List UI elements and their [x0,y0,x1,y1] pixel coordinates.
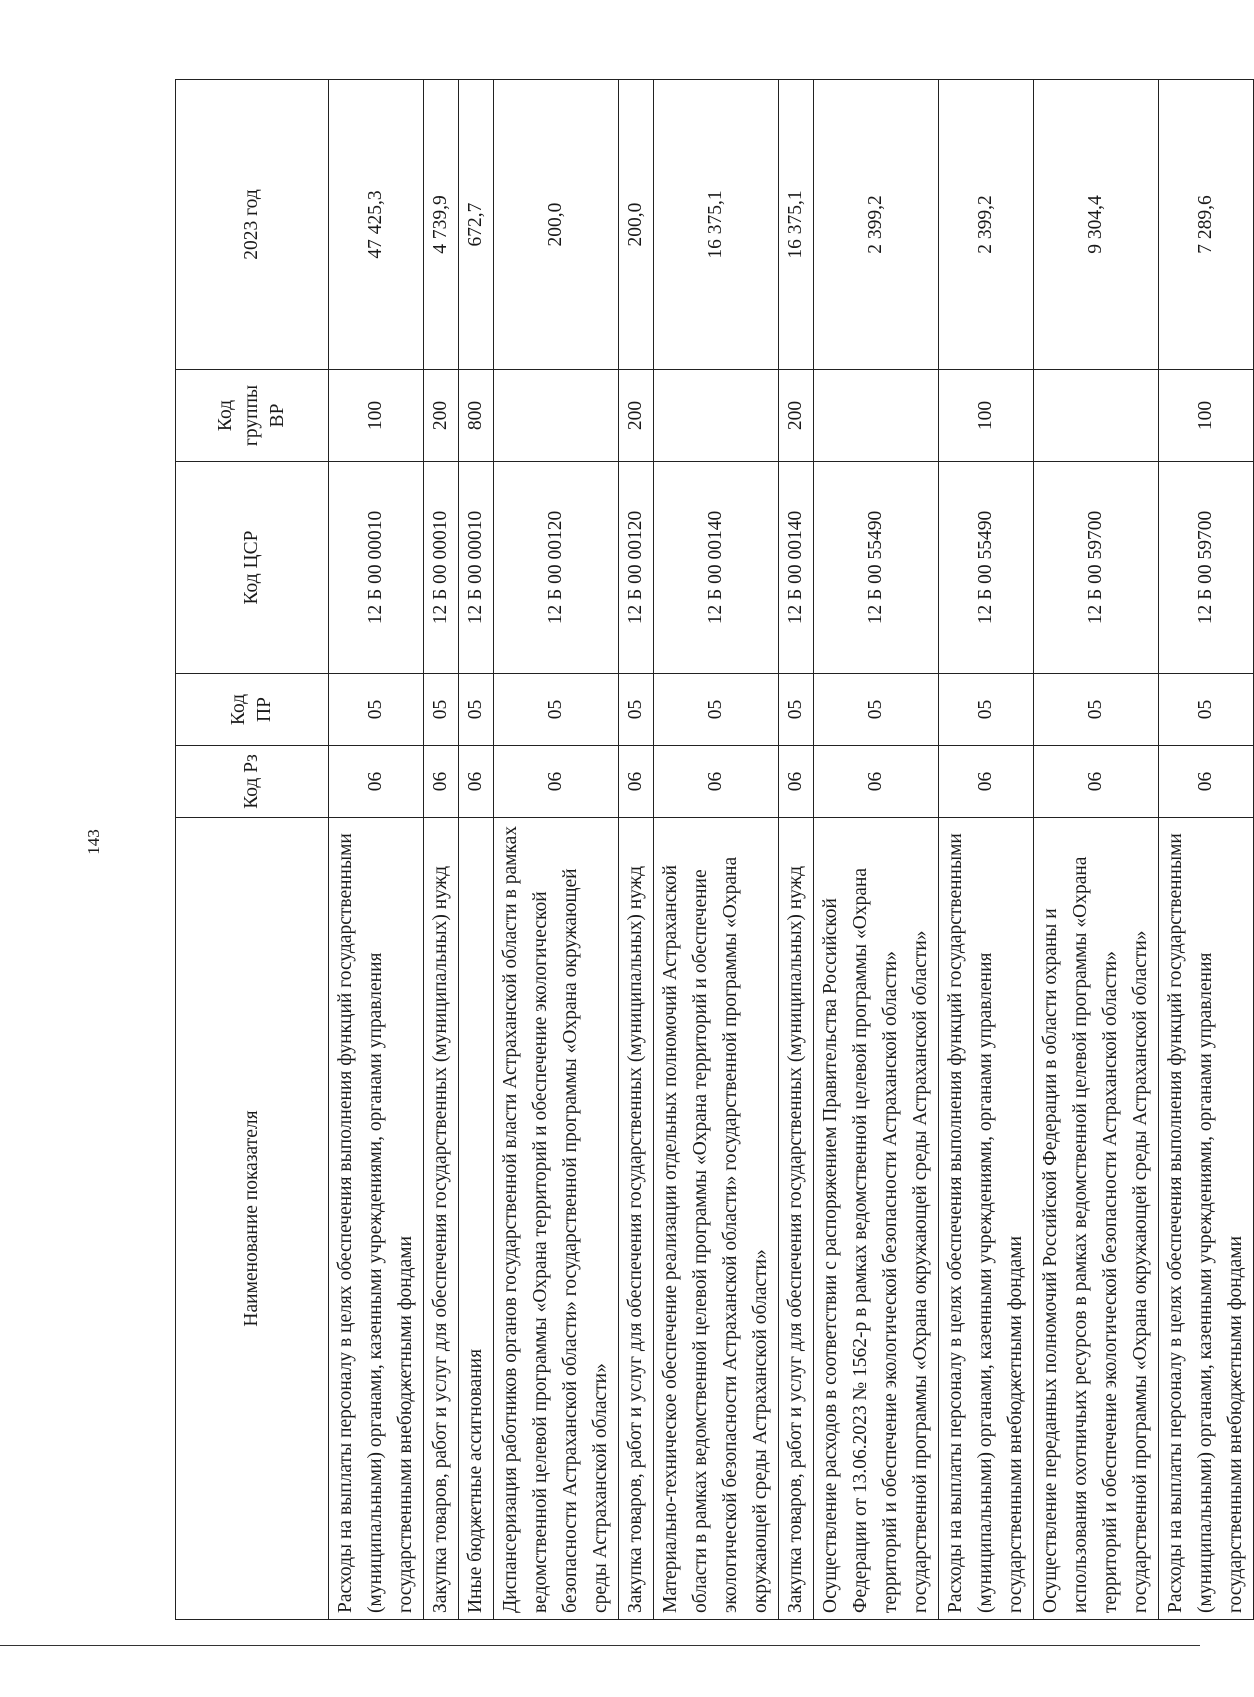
table-row [424,80,459,1620]
table-row [814,80,939,1620]
table-row [1159,80,1254,1620]
row-name: Осуществление переданных полномочий Российской Федерации в области охраны и использования охотничьих ресурсов в рамках ведомственной целевой программы «Охрана территорий и обеспечение экологической безопасности Астраханской области» государственной программы «Охрана окружающей среды Астраханской области» [1034,818,1159,1620]
row-rz: 06 [654,746,779,818]
row-csr: 12 Б 00 00010 [459,462,494,674]
header-pr: Код ПР [176,674,329,746]
table-row [779,80,814,1620]
row-name: Закупка товаров, работ и услуг для обеспечения государственных (муниципальных) нужд [779,818,814,1620]
row-csr: 12 Б 00 59700 [1159,462,1254,674]
row-pr: 05 [1034,674,1159,746]
row-vr [654,370,779,462]
row-csr: 12 Б 00 55490 [939,462,1034,674]
row-rz: 06 [779,746,814,818]
row-name: Расходы на выплаты персоналу в целях обеспечения выполнения функций государственными (муниципальными) органами, казенными учреждениями, органами управления государственными внебюджетными фондами [1159,818,1254,1620]
table-row [1034,80,1159,1620]
row-rz: 06 [459,746,494,818]
row-pr: 05 [779,674,814,746]
row-vr [814,370,939,462]
row-rz: 06 [814,746,939,818]
row-rz: 06 [939,746,1034,818]
header-csr: Код ЦСР [176,462,329,674]
row-vr: 100 [939,370,1034,462]
row-rz: 06 [1159,746,1254,818]
row-name: Осуществление расходов в соответствии с распоряжением Правительства Российской Федерации от 13.06.2023 № 1562-р в рамках ведомственной целевой программы «Охрана территорий и обеспечение экологической безопасности Астраханской области» государственной программы «Охрана окружающей среды Астраханской области» [814,818,939,1620]
row-amount: 7 289,6 [1159,80,1254,370]
row-csr: 12 Б 00 00140 [779,462,814,674]
table-row [939,80,1034,1620]
rotated-page-content [175,80,1246,1620]
row-vr: 100 [1159,370,1254,462]
row-amount: 672,7 [459,80,494,370]
row-pr: 05 [424,674,459,746]
table-row [459,80,494,1620]
row-rz: 06 [619,746,654,818]
row-pr: 05 [494,674,619,746]
row-name: Закупка товаров, работ и услуг для обеспечения государственных (муниципальных) нужд [619,818,654,1620]
row-amount: 200,0 [494,80,619,370]
row-rz: 06 [424,746,459,818]
row-csr: 12 Б 00 00140 [654,462,779,674]
table-row [619,80,654,1620]
row-name: Расходы на выплаты персоналу в целях обеспечения выполнения функций государственными (муниципальными) органами, казенными учреждениями, органами управления государственными внебюджетными фондами [329,818,424,1620]
row-amount: 2 399,2 [939,80,1034,370]
bottom-rule [0,1645,1200,1646]
row-amount: 200,0 [619,80,654,370]
page-number: 143 [84,829,103,855]
header-year: 2023 год [176,80,329,370]
row-amount: 2 399,2 [814,80,939,370]
table-header-row [176,80,329,1620]
row-csr: 12 Б 00 59700 [1034,462,1159,674]
row-csr: 12 Б 00 00120 [619,462,654,674]
row-pr: 05 [459,674,494,746]
row-rz: 06 [1034,746,1159,818]
row-pr: 05 [619,674,654,746]
row-name: Закупка товаров, работ и услуг для обеспечения государственных (муниципальных) нужд [424,818,459,1620]
row-vr: 100 [329,370,424,462]
budget-table [175,79,1254,1620]
row-name: Расходы на выплаты персоналу в целях обеспечения выполнения функций государственными (муниципальными) органами, казенными учреждениями, органами управления государственными внебюджетными фондами [939,818,1034,1620]
row-csr: 12 Б 00 00010 [329,462,424,674]
table-row [494,80,619,1620]
row-amount: 47 425,3 [329,80,424,370]
row-rz: 06 [494,746,619,818]
row-vr: 200 [619,370,654,462]
row-vr: 200 [779,370,814,462]
row-amount: 16 375,1 [779,80,814,370]
row-name: Иные бюджетные ассигнования [459,818,494,1620]
header-vr: Код группы ВР [176,370,329,462]
row-pr: 05 [1159,674,1254,746]
row-vr [494,370,619,462]
table-row [654,80,779,1620]
row-rz: 06 [329,746,424,818]
table-row [329,80,424,1620]
row-vr [1034,370,1159,462]
row-amount: 9 304,4 [1034,80,1159,370]
row-pr: 05 [329,674,424,746]
row-vr: 800 [459,370,494,462]
header-name: Наименование показателя [176,818,329,1620]
row-name: Материально-техническое обеспечение реализации отдельных полномочий Астраханской области в рамках ведомственной целевой программы «Охрана территорий и обеспечение экологической безопасности Астраханской области» государственной программы «Охрана окружающей среды Астраханской области» [654,818,779,1620]
row-amount: 16 375,1 [654,80,779,370]
row-pr: 05 [939,674,1034,746]
header-rz: Код Рз [176,746,329,818]
row-vr: 200 [424,370,459,462]
row-pr: 05 [814,674,939,746]
row-csr: 12 Б 00 55490 [814,462,939,674]
row-csr: 12 Б 00 00120 [494,462,619,674]
row-name: Диспансеризация работников органов государственной власти Астраханской области в рамках ведомственной целевой программы «Охрана территорий и обеспечение экологической безопасности Астраханской области» государственной программы «Охрана окружающей среды Астраханской области» [494,818,619,1620]
row-amount: 4 739,9 [424,80,459,370]
row-csr: 12 Б 00 00010 [424,462,459,674]
row-pr: 05 [654,674,779,746]
